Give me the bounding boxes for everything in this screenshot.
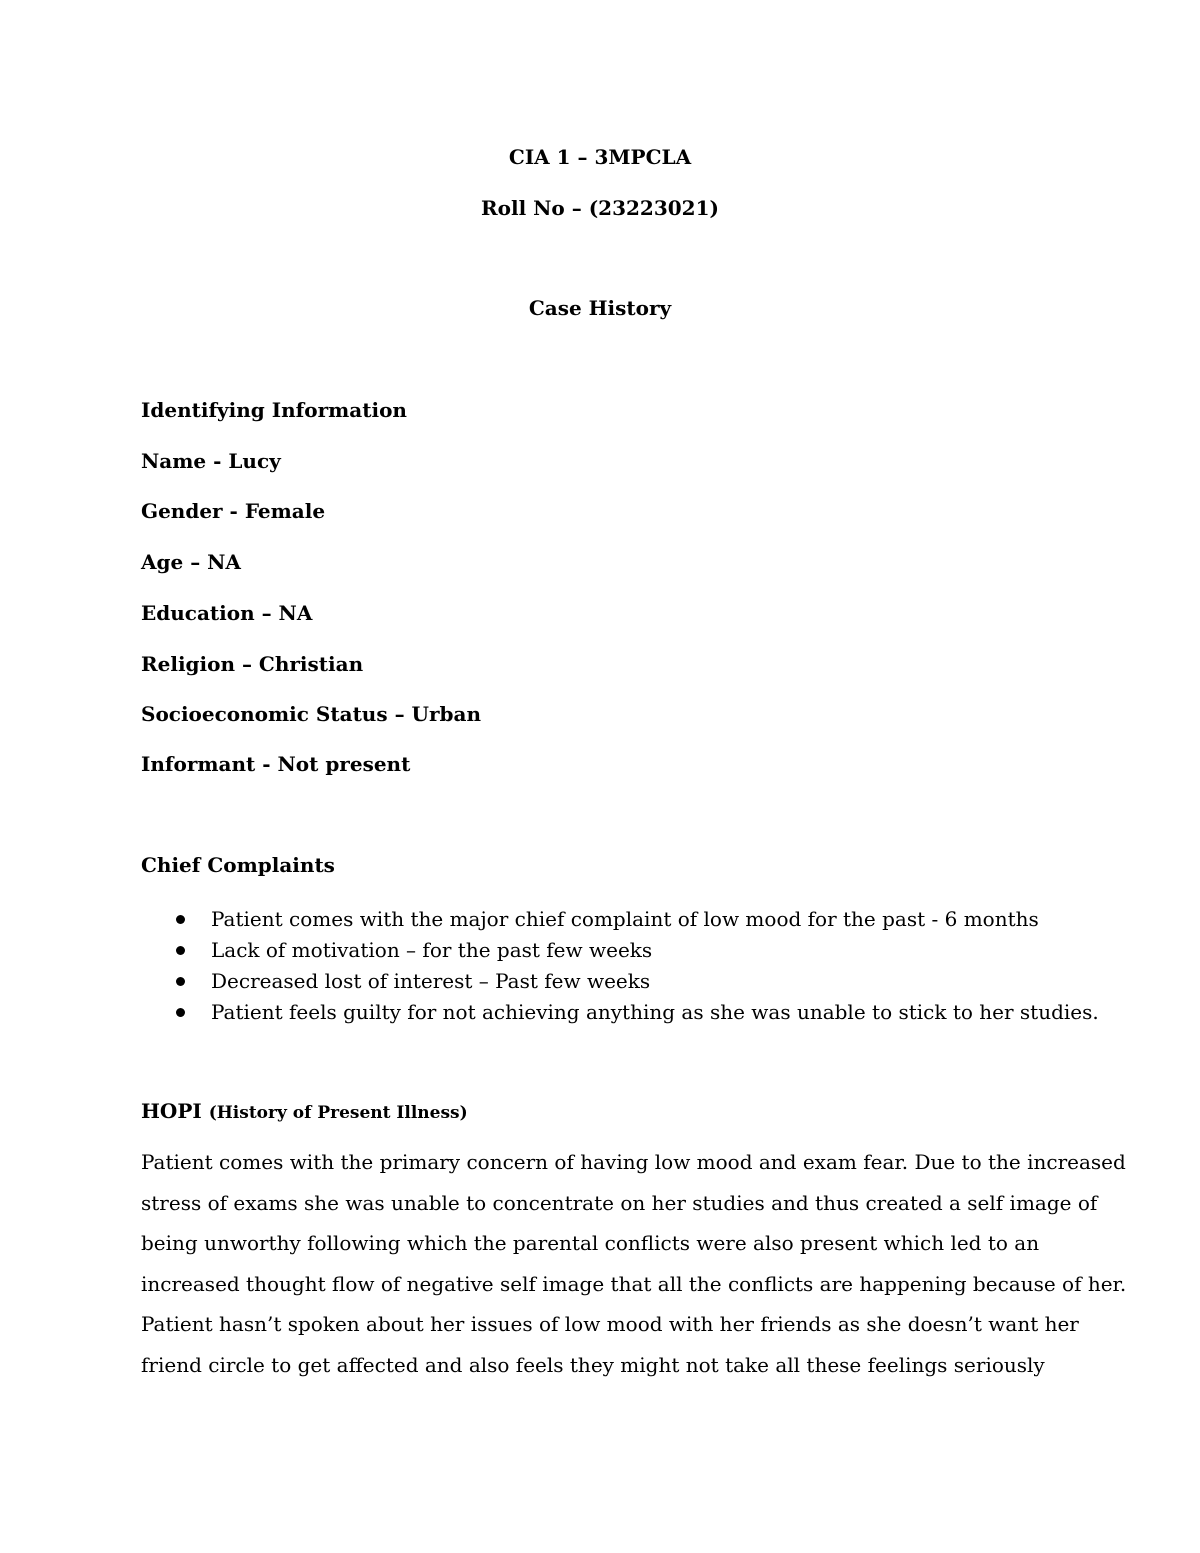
bullet-icon xyxy=(176,946,185,955)
paragraph-line: increased thought flow of negative self image that all the conflicts are happening because of her. xyxy=(141,1271,1127,1296)
bullet-icon xyxy=(176,915,185,924)
list-item: Lack of motivation – for the past few weeks xyxy=(141,935,1099,966)
paragraph-line: stress of exams she was unable to concentrate on her studies and thus created a self image of xyxy=(141,1190,1098,1215)
age-field: Age – NA xyxy=(141,550,241,574)
paragraph-line: friend circle to get affected and also feels they might not take all these feelings seriously xyxy=(141,1352,1045,1377)
religion-field: Religion – Christian xyxy=(141,652,364,676)
informant-field: Informant - Not present xyxy=(141,752,411,776)
education-field: Education – NA xyxy=(141,601,313,625)
hopi-paragraph xyxy=(141,1142,1127,1385)
socioeconomic-field: Socioeconomic Status – Urban xyxy=(141,702,481,726)
list-item: Patient feels guilty for not achieving anything as she was unable to stick to her studies. xyxy=(141,997,1099,1028)
roll-number: Roll No – (23223021) xyxy=(481,196,719,220)
complaints-heading: Chief Complaints xyxy=(141,853,335,877)
paragraph-line: being unworthy following which the parental conflicts were also present which led to an xyxy=(141,1231,1040,1255)
paragraph-line: Patient hasn’t spoken about her issues of low mood with her friends as she doesn’t want her xyxy=(141,1312,1079,1336)
bullet-icon xyxy=(176,1008,185,1017)
paragraph-line: Patient comes with the primary concern of having low mood and exam fear. Due to the increased xyxy=(141,1150,1126,1174)
document-title: CIA 1 – 3MPCLA xyxy=(508,145,692,169)
list-item: Decreased lost of interest – Past few weeks xyxy=(141,966,1099,997)
gender-field: Gender - Female xyxy=(141,499,326,523)
complaints-list xyxy=(141,904,1099,1028)
name-field: Name - Lucy xyxy=(141,449,281,473)
section-title: Case History xyxy=(528,296,672,320)
list-item: Patient comes with the major chief complaint of low mood for the past - 6 months xyxy=(141,904,1099,935)
hopi-heading: HOPI (History of Present Illness) xyxy=(141,1099,468,1123)
identifying-heading: Identifying Information xyxy=(141,398,407,422)
bullet-icon xyxy=(176,977,185,986)
